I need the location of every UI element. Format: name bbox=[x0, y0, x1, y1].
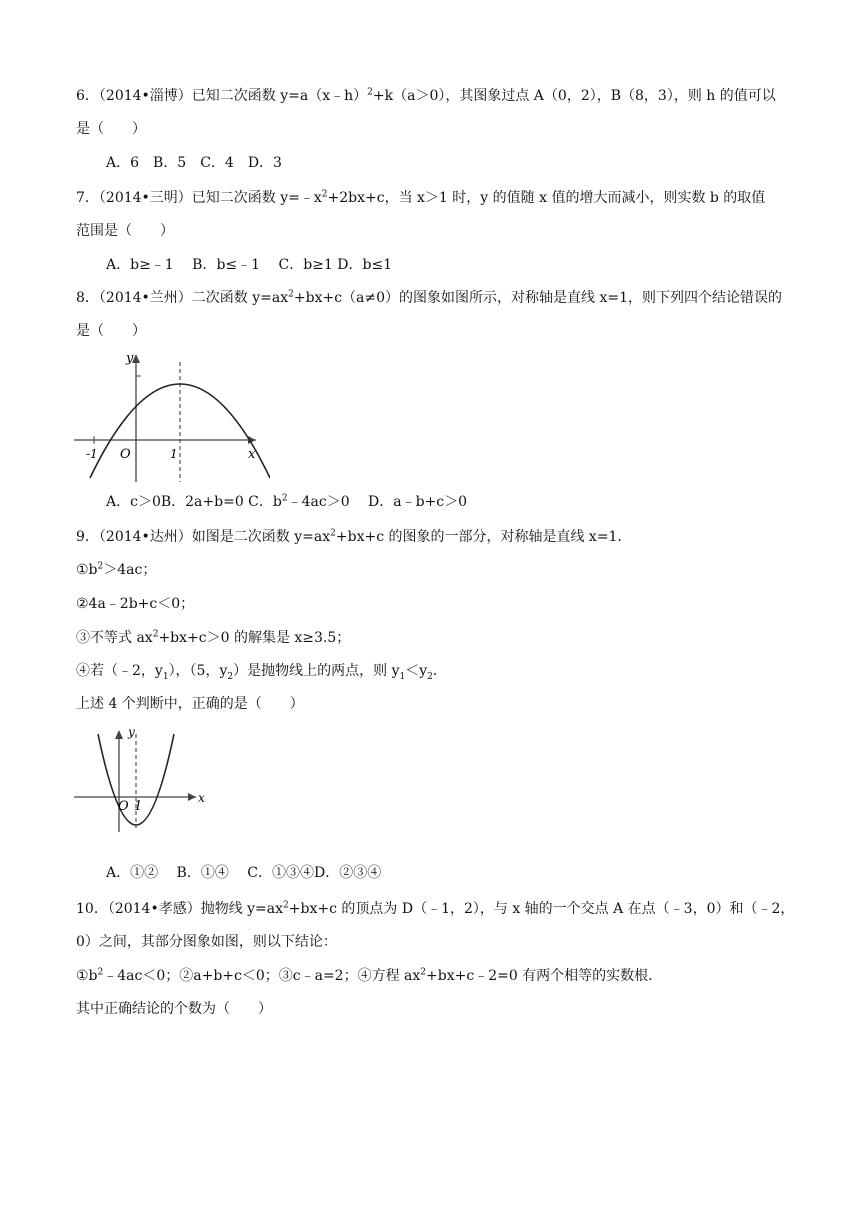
q10-stem-line2: 0）之间，其部分图象如图，则以下结论： bbox=[76, 934, 337, 950]
q8-y-label: y bbox=[126, 351, 134, 366]
q8-options: A．c＞0B．2a+b=0 C．$b^2﹣4ac>0$ D．a﹣b+c＞0 bbox=[106, 493, 468, 510]
q9-options: A．①② B．①④ C．①③④D．②③④ bbox=[106, 865, 382, 881]
q10-prompt: 其中正确结论的个数为（ ） bbox=[76, 1001, 272, 1017]
q6-stem-line1: 6．（2014•淄博）已知二次函数 y=a（x﹣h）$^2$+k（a＞0），其图象过点 A（0，2），B（8，3），则 h 的值可以 bbox=[76, 87, 776, 104]
q10-statements: $①b^2﹣4ac<0$；②a+b+c＜0；③c﹣a=2；④方程 $ax^2+bx+c﹣2=0$ 有两个相等的实数根． bbox=[76, 967, 663, 984]
q10-stem-line1: 10．（2014•孝感）抛物线 $y=ax^2+bx+c$ 的顶点为 D（﹣1，2），与 x 轴的一个交点 A 在点（﹣3，0）和（﹣2， bbox=[76, 900, 795, 917]
q9-parabola-graph bbox=[70, 724, 212, 834]
q9-one-label: 1 bbox=[134, 799, 143, 814]
q9-statement-2: ②4a﹣2b+c＜0； bbox=[76, 596, 195, 612]
q8-stem-line2: 是（ ） bbox=[76, 323, 146, 339]
q8-origin-label: O bbox=[120, 447, 131, 462]
q7-options: A．b≥﹣1 B．b≤﹣1 C．b≥1 D．b≤1 bbox=[106, 257, 393, 273]
q8-stem-line1: 8．（2014•兰州）二次函数 $y=ax^2+bx+c(a\ne 0)$的图象如图所示，对称轴是直线 x=1，则下列四个结论错误的 bbox=[76, 289, 783, 306]
q8-neg1-label: -1 bbox=[86, 447, 98, 461]
q9-statement-3: ③不等式 $ax^2+bx+c>0$ 的解集是 x≥3.5； bbox=[76, 629, 351, 646]
q6-options: A．6 B．5 C．4 D．3 bbox=[106, 155, 282, 171]
q9-y-label: y bbox=[128, 725, 135, 739]
q7-stem-line1: 7．（2014•三明）已知二次函数 $y=﹣x^2+2bx+c$，当 x＞1 时，y 的值随 x 值的增大而减小，则实数 b 的取值 bbox=[76, 189, 766, 206]
q6-stem-line2: 是（ ） bbox=[76, 121, 146, 137]
q9-x-label: x bbox=[198, 791, 205, 805]
q8-x-label: x bbox=[248, 447, 256, 462]
q9-statement-1: $①b^2>4ac$； bbox=[76, 561, 157, 578]
q9-statement-4: ④若（﹣2，$y_1$），（5，$y_2$）是抛物线上的两点，则 $y_1<y_2$． bbox=[76, 663, 447, 682]
q7-stem-line2: 范围是（ ） bbox=[76, 223, 174, 239]
q8-one-label: 1 bbox=[170, 447, 178, 461]
q9-origin-label: O bbox=[118, 799, 129, 814]
q8-parabola-graph bbox=[70, 348, 270, 486]
q9-stem-line1: 9．（2014•达州）如图是二次函数 $y=ax^2+bx+c$ 的图象的一部分，对称轴是直线 x=1． bbox=[76, 528, 632, 545]
q9-prompt: 上述 4 个判断中，正确的是（ ） bbox=[76, 696, 304, 712]
